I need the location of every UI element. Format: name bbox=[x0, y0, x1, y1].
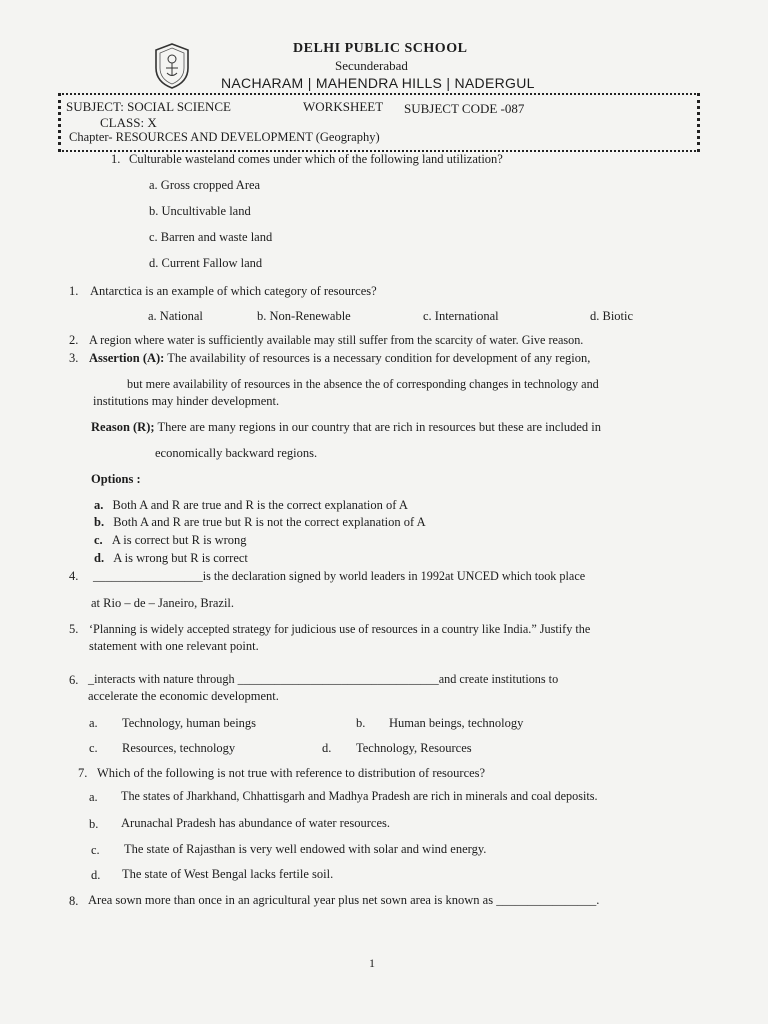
question-7-option-d: The state of West Bengal lacks fertile soil. bbox=[122, 867, 334, 881]
subject-code: SUBJECT CODE -087 bbox=[404, 101, 525, 116]
question-6-option-c-key: c. bbox=[89, 741, 98, 755]
question-1-option-a: a. Gross cropped Area bbox=[149, 178, 261, 192]
question-3-option-a: Both A and R are true and R is the correct explanation of A bbox=[112, 498, 408, 512]
question-7-option-a: The states of Jharkhand, Chhattisgarh and Madhya Pradesh are rich in minerals and coal deposits. bbox=[121, 789, 598, 803]
question-6-option-d-key: d. bbox=[322, 741, 332, 755]
assertion-label: Assertion (A): bbox=[89, 351, 165, 365]
question-6-text-2: accelerate the economic development. bbox=[88, 689, 279, 703]
question-1-option-d: d. Current Fallow land bbox=[149, 256, 263, 270]
question-6-option-b: Human beings, technology bbox=[389, 716, 524, 730]
assertion-text-1: The availability of resources is a necessary condition for development of any region, bbox=[167, 351, 591, 365]
reason-text-2: economically backward regions. bbox=[155, 446, 318, 460]
question-2-text: A region where water is sufficiently available may still suffer from the scarcity of water. Give reason. bbox=[89, 333, 584, 347]
question-1-option-b: b. Uncultivable land bbox=[149, 204, 251, 218]
question-3-number: 3. bbox=[69, 351, 79, 365]
question-3-option-a-key: a. bbox=[94, 498, 104, 512]
reason-text-1: There are many regions in our country that are rich in resources but these are included in bbox=[157, 420, 602, 434]
question-6-text-1: _interacts with nature through _________________________________and create institutions to bbox=[88, 672, 559, 686]
question-6-option-a-key: a. bbox=[89, 716, 98, 730]
school-branches: NACHARAM | MAHENDRA HILLS | NADERGUL bbox=[221, 75, 535, 91]
question-3-option-b-key: b. bbox=[94, 515, 105, 529]
question-8-text: Area sown more than once in an agricultural year plus net sown area is known as ________________. bbox=[88, 893, 600, 907]
subject-label: SUBJECT: SOCIAL SCIENCE bbox=[66, 99, 232, 114]
question-4-text-2: at Rio – de – Janeiro, Brazil. bbox=[91, 596, 235, 610]
question-1b-number: 1. bbox=[69, 284, 79, 298]
chapter-line bbox=[69, 130, 380, 145]
question-1-text: Culturable wasteland comes under which of the following land utilization? bbox=[129, 152, 503, 166]
question-1b-option-d: d. Biotic bbox=[590, 309, 634, 323]
question-7-text: Which of the following is not true with reference to distribution of resources? bbox=[97, 766, 486, 780]
question-3-option-b: Both A and R are true but R is not the correct explanation of A bbox=[113, 515, 426, 529]
question-7-number: 7. bbox=[78, 766, 88, 780]
question-8-number: 8. bbox=[69, 894, 79, 908]
options-label: Options : bbox=[91, 472, 141, 486]
question-1-option-c: c. Barren and waste land bbox=[149, 230, 273, 244]
chapter-title: RESOURCES AND DEVELOPMENT (Geography) bbox=[115, 130, 380, 144]
question-1b-option-a: a. National bbox=[148, 309, 203, 323]
question-1-number: 1. bbox=[111, 152, 121, 166]
question-4-number: 4. bbox=[69, 569, 79, 583]
question-5-number: 5. bbox=[69, 622, 79, 636]
question-5-text-1: ‘Planning is widely accepted strategy for judicious use of resources in a country like India.” Justify the bbox=[89, 622, 591, 636]
question-3-option-c: A is correct but R is wrong bbox=[111, 533, 247, 547]
question-1b-option-b: b. Non-Renewable bbox=[257, 309, 351, 323]
chapter-label: Chapter- bbox=[69, 130, 113, 144]
question-7-option-b-key: b. bbox=[89, 817, 99, 831]
question-7-option-a-key: a. bbox=[89, 790, 98, 804]
question-6-option-d: Technology, Resources bbox=[356, 741, 472, 755]
reason-label: Reason (R); bbox=[91, 420, 155, 434]
question-7-option-c-key: c. bbox=[91, 843, 100, 857]
question-6-option-a: Technology, human beings bbox=[122, 716, 257, 730]
question-7-option-d-key: d. bbox=[91, 868, 101, 882]
question-7-option-c: The state of Rajasthan is very well endowed with solar and wind energy. bbox=[124, 842, 487, 856]
question-1b-text: Antarctica is an example of which category of resources? bbox=[90, 284, 377, 298]
question-3-option-d-key: d. bbox=[94, 551, 105, 565]
school-emblem-icon bbox=[152, 42, 192, 90]
question-2-number: 2. bbox=[69, 333, 79, 347]
question-3-option-d: A is wrong but R is correct bbox=[113, 551, 248, 565]
question-6-option-b-key: b. bbox=[356, 716, 366, 730]
question-4-text-1: __________________is the declaration signed by world leaders in 1992at UNCED which took place bbox=[93, 569, 586, 583]
page-number: 1 bbox=[369, 956, 375, 970]
question-1b-option-c: c. International bbox=[423, 309, 499, 323]
school-city: Secunderabad bbox=[335, 58, 408, 73]
question-6-number: 6. bbox=[69, 673, 79, 687]
question-7-option-b: Arunachal Pradesh has abundance of water resources. bbox=[121, 816, 390, 830]
assertion-text-3: institutions may hinder development. bbox=[93, 394, 280, 408]
worksheet-label: WORKSHEET bbox=[303, 99, 384, 114]
assertion-text-2: but mere availability of resources in the absence the of corresponding changes in technology and bbox=[127, 377, 599, 391]
question-3-option-c-key: c. bbox=[94, 533, 103, 547]
question-5-text-2: statement with one relevant point. bbox=[89, 639, 259, 653]
school-name: DELHI PUBLIC SCHOOL bbox=[293, 41, 468, 56]
class-label: CLASS: X bbox=[100, 115, 157, 130]
question-6-option-c: Resources, technology bbox=[122, 741, 236, 755]
